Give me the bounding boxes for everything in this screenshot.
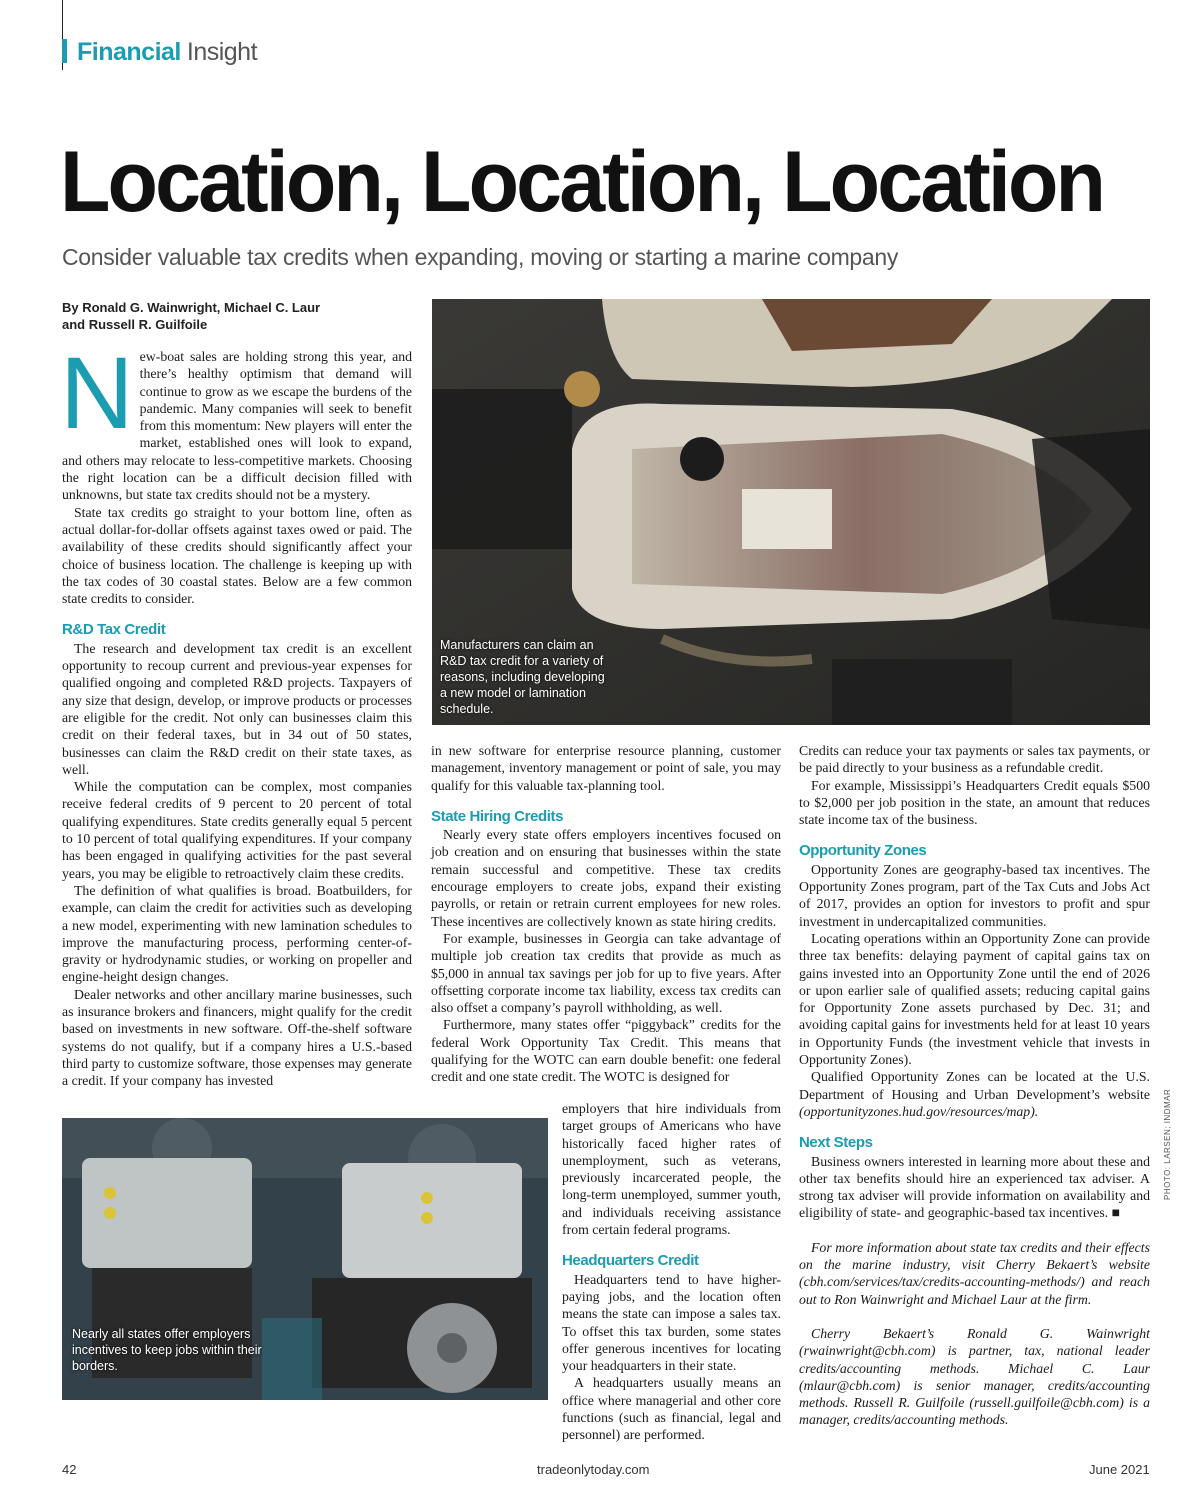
- author-bio: Cherry Bekaert’s Ronald G. Wainwright (rwainwright@cbh.com) is partner, tax, national leader credits/accounting methods. Michael C. Laur (mlaur@cbh.com) is senior manager, credits/accounting methods. Russell R. Guilfoile (russell.guilfoile@cbh.com) is a manager, credits/accounting methods.: [799, 1325, 1150, 1428]
- boat-photo: [432, 299, 1150, 725]
- engine-photo: [62, 1118, 548, 1400]
- paragraph: Locating operations within an Opportunity Zone can provide three tax benefits: delaying payment of capital gains tax on gains invested into an Opportunity Zone until the end of 2026 or upon earlier sale of qualified assets; reducing capital gains for Opportunity Zone assets purchased by Dec. 31; and avoiding capital gains for investments held for at least 10 years in Opportunity Funds (the investment vehicle that invests in Opportunity Zones).: [799, 930, 1150, 1068]
- paragraph: The research and development tax credit is an excellent opportunity to recoup current and previous-year expenses for qualified ongoing and completed R&D projects. Taxpayers of any size that design, develop, or improve products or processes are eligible for the credit. Not only can businesses claim this credit on their federal taxes, but in 34 out of 50 states, businesses can claim the R&D credit on their state taxes, as well.: [62, 640, 412, 777]
- intro-text: ew-boat sales are holding strong this year, and there’s healthy optimism that demand will continue to grow as we escape the burdens of the pandemic. Many companies will seek to benefit from this momentum: New players will enter the market, established ones will look to expand, and others may relocate to less-competitive markets. Choosing the right location can be a difficult decision filled with unknowns, but state tax credits should not be a mystery.: [62, 349, 412, 503]
- paragraph: employers that hire individuals from target groups of Americans who have historically faced higher rates of unemployment, such as veterans, previously incarcerated people, the long-term unemployed, summer youth, and individuals receiving assistance from certain federal programs.: [562, 1101, 781, 1238]
- drop-cap: N: [60, 336, 134, 450]
- byline-line-1: By Ronald G. Wainwright, Michael C. Laur: [62, 300, 321, 315]
- column-1: [60, 336, 412, 1089]
- column-2-lower: [562, 1100, 781, 1444]
- deck: Consider valuable tax credits when expanding, moving or starting a marine company: [62, 244, 899, 270]
- boat-caption: Manufacturers can claim an R&D tax credit for a variety of reasons, including developing a new model or lamination schedule.: [440, 638, 605, 716]
- paragraph: Dealer networks and other ancillary marine businesses, such as insurance brokers and financers, might qualify for the credit based on investments in new software. Off-the-shelf software systems do not qualify, but if a company hires a U.S.-based third party to customize software, those expenses may generate a credit. If your company has invested: [62, 986, 412, 1089]
- paragraph: Business owners interested in learning more about these and other tax benefits should hire an experienced tax adviser. A strong tax adviser will provide information on availability and eligibility of state- and geographic-based tax incentives. ■: [799, 1153, 1150, 1221]
- paragraph: Headquarters tend to have higher-paying jobs, and the location often means the state can impose a sales tax. To offset this tax burden, some states offer generous incentives for locating your headquarters in their state.: [562, 1271, 781, 1374]
- paragraph: Furthermore, many states offer “piggyback” credits for the federal Work Opportunity Tax Credit. This means that qualifying for the WOTC can earn double benefit: one federal credit and one state credit. The WOTC is designed for: [431, 1017, 781, 1085]
- paragraph: Nearly every state offers employers incentives focused on job creation and on ensuring that businesses within the state remain successful and competitive. These tax credits encourage employers to create jobs, expand their existing payrolls, or retain or retrain current employees for new roles. These incentives are collectively known as state hiring credits.: [431, 827, 781, 929]
- subhead-opportunity-zones: Opportunity Zones: [799, 842, 927, 860]
- section-bar: [62, 39, 67, 63]
- footer-site: tradeonlytoday.com: [537, 1462, 650, 1477]
- engine-caption: Nearly all states offer employers incentives to keep jobs within their borders.: [72, 1327, 262, 1373]
- paragraph: in new software for enterprise resource planning, customer management, inventory management or point of sale, you may qualify for this valuable tax-planning tool.: [431, 743, 781, 793]
- subhead-headquarters-credit: Headquarters Credit: [562, 1252, 699, 1270]
- more-info-note: For more information about state tax credits and their effects on the marine industry, visit Cherry Bekaert’s website (cbh.com/services/tax/credits-accounting-methods/) and reach out to Ron Wainwright and Michael Laur at the firm.: [799, 1239, 1150, 1307]
- paragraph: State tax credits go straight to your bottom line, often as actual dollar-for-dollar offsets against taxes owed or paid. The availability of these credits should significantly affect your choice of business location. The challenge is keeping up with the tax codes of 30 coastal states. Below are a few common state credits to consider.: [62, 504, 412, 607]
- section-label: [62, 38, 257, 67]
- page-number: 42: [62, 1462, 77, 1477]
- headline: Location, Location, Location: [60, 134, 1104, 230]
- paragraph: Opportunity Zones are geography-based tax incentives. The Opportunity Zones program, part of the Tax Cuts and Jobs Act of 2017, provides an option for investors to profit and spur investment in undercapitalized communities.: [799, 861, 1150, 929]
- paragraph: While the computation can be complex, most companies receive federal credits of 9 percent to 20 percent of total qualifying expenditures. State credits generally equal 5 percent to 10 percent of total qualifying expenditures. If your company has been engaged in qualifying activities for the past several years, you may be eligible to retroactively claim these credits.: [62, 779, 412, 881]
- intro-paragraph: [60, 336, 412, 504]
- section-label-bold: Financial: [77, 38, 181, 66]
- subhead-next-steps: Next Steps: [799, 1134, 873, 1152]
- website-url: (opportunityzones.hud.gov/resources/map).: [799, 1103, 1039, 1119]
- subhead-rd-tax-credit: R&D Tax Credit: [62, 621, 166, 639]
- photo-credit: PHOTO: LARSEN; INDMAR: [1163, 1088, 1172, 1200]
- subhead-state-hiring-credits: State Hiring Credits: [431, 807, 564, 825]
- paragraph: For example, businesses in Georgia can take advantage of multiple job creation tax credits that provide as much as $5,000 in annual tax savings per job for up to five years. After offsetting corporate income tax liability, excess tax credits can also offset a company’s payroll withholding, as well.: [431, 930, 781, 1016]
- section-label-light: Insight: [186, 38, 258, 66]
- paragraph: [799, 1068, 1150, 1120]
- paragraph: A headquarters usually means an office where managerial and other core functions (such as financial, legal and personnel) are performed.: [562, 1375, 781, 1443]
- column-2: [431, 742, 781, 1086]
- column-3: [799, 742, 1150, 1429]
- paragraph: For example, Mississippi’s Headquarters Credit equals $500 to $2,000 per job position in the state, an amount that reduces state income tax of the business.: [799, 777, 1150, 828]
- paragraph: The definition of what qualifies is broad. Boatbuilders, for example, can claim the credit for activities such as developing a new model, experimenting with new lamination schedules to improve the manufacturing process, performing center-of-gravity or hydrodynamic studies, or working on propeller and engine-height design changes.: [62, 882, 412, 985]
- paragraph-text: Qualified Opportunity Zones can be located at the U.S. Department of Housing and Urban Development’s website: [799, 1069, 1150, 1102]
- byline-line-2: and Russell R. Guilfoile: [62, 317, 208, 332]
- paragraph: Credits can reduce your tax payments or sales tax payments, or be paid directly to your business as a refundable credit.: [799, 743, 1150, 776]
- byline: [62, 299, 422, 333]
- footer-date: June 2021: [1089, 1462, 1150, 1477]
